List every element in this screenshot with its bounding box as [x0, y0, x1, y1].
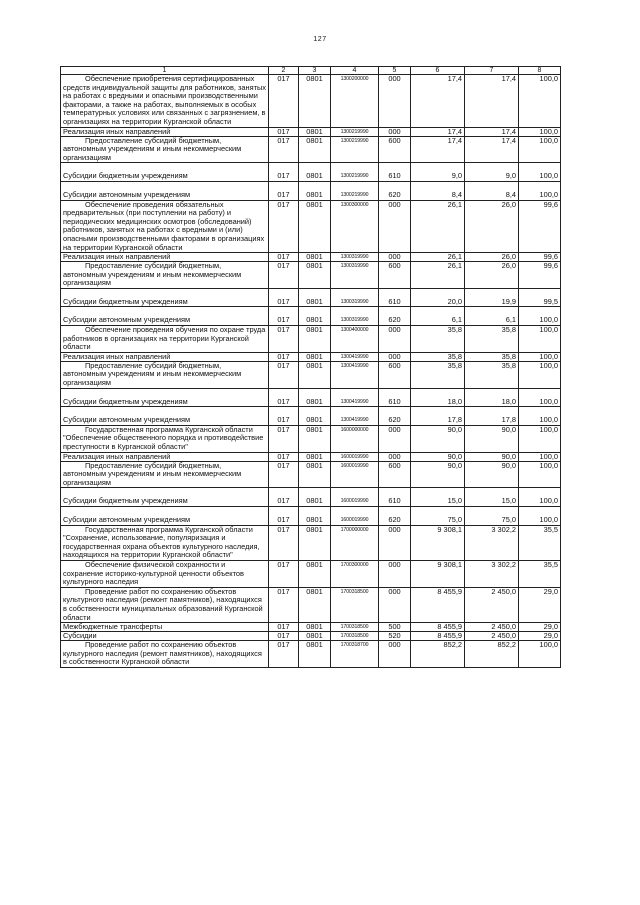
- chapter-code: 017: [269, 488, 299, 507]
- table-row: [61, 200, 561, 253]
- section-code: 0801: [299, 288, 331, 307]
- target-article-code: 1300219990: [331, 127, 379, 136]
- expense-type-code: 000: [379, 352, 411, 361]
- header-col-7: 7: [465, 67, 519, 75]
- section-code: 0801: [299, 127, 331, 136]
- header-col-1: 1: [61, 67, 269, 75]
- planned-amount: 26,1: [411, 253, 465, 262]
- execution-percent: 100,0: [519, 461, 561, 488]
- executed-amount: 852,2: [465, 641, 519, 668]
- planned-amount: 17,8: [411, 407, 465, 426]
- executed-amount: 3 302,2: [465, 560, 519, 587]
- section-code: 0801: [299, 641, 331, 668]
- execution-percent: 100,0: [519, 407, 561, 426]
- planned-amount: 35,8: [411, 361, 465, 388]
- execution-percent: 35,5: [519, 560, 561, 587]
- planned-amount: 26,1: [411, 262, 465, 289]
- execution-percent: 29,0: [519, 623, 561, 632]
- executed-amount: 15,0: [465, 488, 519, 507]
- expense-type-code: 600: [379, 136, 411, 163]
- execution-percent: 100,0: [519, 452, 561, 461]
- planned-amount: 8,4: [411, 181, 465, 200]
- section-code: 0801: [299, 352, 331, 361]
- section-code: 0801: [299, 506, 331, 525]
- row-name: Реализация иных направлений: [61, 452, 269, 461]
- execution-percent: 35,5: [519, 525, 561, 560]
- execution-percent: 100,0: [519, 326, 561, 353]
- header-col-3: 3: [299, 67, 331, 75]
- expense-type-code: 000: [379, 326, 411, 353]
- chapter-code: 017: [269, 136, 299, 163]
- executed-amount: 90,0: [465, 452, 519, 461]
- table-row: [61, 388, 561, 407]
- section-code: 0801: [299, 425, 331, 452]
- execution-percent: 99,6: [519, 200, 561, 253]
- target-article-code: 1700000000: [331, 525, 379, 560]
- target-article-code: 1300319990: [331, 253, 379, 262]
- row-name: Субсидии бюджетным учреждениям: [61, 288, 269, 307]
- section-code: 0801: [299, 361, 331, 388]
- row-name: Обеспечение проведения обучения по охране труда работников в организациях на территории Курганской области: [61, 326, 269, 353]
- chapter-code: 017: [269, 425, 299, 452]
- target-article-code: 1600000000: [331, 425, 379, 452]
- row-name: Субсидии автономным учреждениям: [61, 307, 269, 326]
- expense-type-code: 000: [379, 200, 411, 253]
- table-row: [61, 127, 561, 136]
- section-code: 0801: [299, 407, 331, 426]
- table-row: [61, 181, 561, 200]
- expense-type-code: 000: [379, 452, 411, 461]
- target-article-code: 1300400000: [331, 326, 379, 353]
- chapter-code: 017: [269, 461, 299, 488]
- chapter-code: 017: [269, 326, 299, 353]
- chapter-code: 017: [269, 75, 299, 128]
- chapter-code: 017: [269, 200, 299, 253]
- executed-amount: 26,0: [465, 200, 519, 253]
- target-article-code: 1300300000: [331, 200, 379, 253]
- chapter-code: 017: [269, 632, 299, 641]
- table-row: [61, 75, 561, 128]
- table-row: [61, 407, 561, 426]
- expense-type-code: 620: [379, 181, 411, 200]
- executed-amount: 26,0: [465, 253, 519, 262]
- chapter-code: 017: [269, 452, 299, 461]
- execution-percent: 100,0: [519, 352, 561, 361]
- executed-amount: 35,8: [465, 326, 519, 353]
- executed-amount: 90,0: [465, 461, 519, 488]
- row-name: Субсидии бюджетным учреждениям: [61, 163, 269, 182]
- planned-amount: 17,4: [411, 127, 465, 136]
- section-code: 0801: [299, 253, 331, 262]
- expense-type-code: 000: [379, 127, 411, 136]
- row-name: Предоставление субсидий бюджетным, автономным учреждениям и иным некоммерческим организациям: [61, 461, 269, 488]
- row-name: Субсидии бюджетным учреждениям: [61, 388, 269, 407]
- row-name: Субсидии автономным учреждениям: [61, 181, 269, 200]
- planned-amount: 17,4: [411, 75, 465, 128]
- execution-percent: 99,6: [519, 253, 561, 262]
- table-row: [61, 587, 561, 622]
- executed-amount: 35,8: [465, 352, 519, 361]
- planned-amount: 75,0: [411, 506, 465, 525]
- executed-amount: 17,4: [465, 127, 519, 136]
- executed-amount: 2 450,0: [465, 623, 519, 632]
- chapter-code: 017: [269, 623, 299, 632]
- expense-type-code: 000: [379, 587, 411, 622]
- planned-amount: 35,8: [411, 326, 465, 353]
- expense-type-code: 000: [379, 525, 411, 560]
- execution-percent: 100,0: [519, 388, 561, 407]
- execution-percent: 100,0: [519, 181, 561, 200]
- execution-percent: 100,0: [519, 75, 561, 128]
- chapter-code: 017: [269, 288, 299, 307]
- expense-type-code: 600: [379, 461, 411, 488]
- planned-amount: 18,0: [411, 388, 465, 407]
- table-row: [61, 136, 561, 163]
- row-name: Субсидии бюджетным учреждениям: [61, 488, 269, 507]
- expense-type-code: 610: [379, 388, 411, 407]
- chapter-code: 017: [269, 352, 299, 361]
- executed-amount: 3 302,2: [465, 525, 519, 560]
- row-name: Реализация иных направлений: [61, 127, 269, 136]
- section-code: 0801: [299, 136, 331, 163]
- row-name: Обеспечение проведения обязательных предварительных (при поступлении на работу) и периодических медицинских осмотров (обследований) работников, занятых на работах с вредными и (или) опасными производственными факторами в организациях на территории Курганской области: [61, 200, 269, 253]
- target-article-code: 1300419990: [331, 361, 379, 388]
- section-code: 0801: [299, 181, 331, 200]
- target-article-code: 1700318500: [331, 623, 379, 632]
- executed-amount: 19,9: [465, 288, 519, 307]
- table-row: [61, 288, 561, 307]
- target-article-code: 1600019990: [331, 488, 379, 507]
- planned-amount: 8 455,9: [411, 632, 465, 641]
- section-code: 0801: [299, 326, 331, 353]
- row-name: Субсидии автономным учреждениям: [61, 407, 269, 426]
- execution-percent: 29,0: [519, 632, 561, 641]
- execution-percent: 29,0: [519, 587, 561, 622]
- planned-amount: 90,0: [411, 425, 465, 452]
- section-code: 0801: [299, 200, 331, 253]
- expense-type-code: 610: [379, 288, 411, 307]
- executed-amount: 35,8: [465, 361, 519, 388]
- expense-type-code: 500: [379, 623, 411, 632]
- section-code: 0801: [299, 75, 331, 128]
- expense-type-code: 620: [379, 307, 411, 326]
- executed-amount: 8,4: [465, 181, 519, 200]
- expense-type-code: 000: [379, 641, 411, 668]
- chapter-code: 017: [269, 641, 299, 668]
- target-article-code: 1300219990: [331, 136, 379, 163]
- chapter-code: 017: [269, 163, 299, 182]
- executed-amount: 17,8: [465, 407, 519, 426]
- chapter-code: 017: [269, 253, 299, 262]
- row-name: Межбюджетные трансферты: [61, 623, 269, 632]
- target-article-code: 1300419990: [331, 407, 379, 426]
- target-article-code: 1700318500: [331, 632, 379, 641]
- target-article-code: 1300219990: [331, 181, 379, 200]
- table-row: [61, 525, 561, 560]
- header-col-8: 8: [519, 67, 561, 75]
- row-name: Государственная программа Курганской области "Сохранение, использование, популяризация и государственная охрана объектов культурного наследия, находящихся на территории Курганской области": [61, 525, 269, 560]
- expense-type-code: 000: [379, 253, 411, 262]
- planned-amount: 90,0: [411, 452, 465, 461]
- planned-amount: 20,0: [411, 288, 465, 307]
- target-article-code: 1600019990: [331, 506, 379, 525]
- expense-type-code: 620: [379, 506, 411, 525]
- chapter-code: 017: [269, 525, 299, 560]
- execution-percent: 100,0: [519, 641, 561, 668]
- executed-amount: 90,0: [465, 425, 519, 452]
- table-row: [61, 262, 561, 289]
- section-code: 0801: [299, 388, 331, 407]
- target-article-code: 1300419990: [331, 352, 379, 361]
- section-code: 0801: [299, 525, 331, 560]
- expense-type-code: 600: [379, 262, 411, 289]
- section-code: 0801: [299, 560, 331, 587]
- planned-amount: 9,0: [411, 163, 465, 182]
- table-row: [61, 452, 561, 461]
- header-col-4: 4: [331, 67, 379, 75]
- row-name: Субсидии: [61, 632, 269, 641]
- planned-amount: 15,0: [411, 488, 465, 507]
- execution-percent: 99,5: [519, 288, 561, 307]
- execution-percent: 100,0: [519, 163, 561, 182]
- executed-amount: 75,0: [465, 506, 519, 525]
- section-code: 0801: [299, 587, 331, 622]
- execution-percent: 100,0: [519, 425, 561, 452]
- page-number: 127: [313, 36, 327, 43]
- table-row: [61, 307, 561, 326]
- chapter-code: 017: [269, 361, 299, 388]
- table-row: [61, 326, 561, 353]
- table-row: [61, 361, 561, 388]
- expense-type-code: 000: [379, 560, 411, 587]
- chapter-code: 017: [269, 407, 299, 426]
- row-name: Предоставление субсидий бюджетным, автономным учреждениям и иным некоммерческим организациям: [61, 136, 269, 163]
- section-code: 0801: [299, 632, 331, 641]
- chapter-code: 017: [269, 127, 299, 136]
- row-name: Реализация иных направлений: [61, 352, 269, 361]
- section-code: 0801: [299, 307, 331, 326]
- executed-amount: 17,4: [465, 75, 519, 128]
- target-article-code: 1700300000: [331, 560, 379, 587]
- planned-amount: 9 308,1: [411, 560, 465, 587]
- table-row: [61, 461, 561, 488]
- table-row: [61, 425, 561, 452]
- expense-type-code: 520: [379, 632, 411, 641]
- execution-percent: 100,0: [519, 307, 561, 326]
- section-code: 0801: [299, 452, 331, 461]
- execution-percent: 100,0: [519, 488, 561, 507]
- executed-amount: 2 450,0: [465, 587, 519, 622]
- executed-amount: 18,0: [465, 388, 519, 407]
- section-code: 0801: [299, 163, 331, 182]
- table-row: [61, 352, 561, 361]
- chapter-code: 017: [269, 587, 299, 622]
- expense-type-code: 610: [379, 163, 411, 182]
- executed-amount: 6,1: [465, 307, 519, 326]
- target-article-code: 1300219990: [331, 163, 379, 182]
- target-article-code: 1300419990: [331, 388, 379, 407]
- planned-amount: 90,0: [411, 461, 465, 488]
- row-name: Государственная программа Курганской области "Обеспечение общественного порядка и противодействие преступности в Курганской области": [61, 425, 269, 452]
- target-article-code: 1600019990: [331, 461, 379, 488]
- planned-amount: 17,4: [411, 136, 465, 163]
- target-article-code: 1300319990: [331, 307, 379, 326]
- planned-amount: 6,1: [411, 307, 465, 326]
- target-article-code: 1600019990: [331, 452, 379, 461]
- expense-type-code: 600: [379, 361, 411, 388]
- chapter-code: 017: [269, 307, 299, 326]
- target-article-code: 1700318700: [331, 641, 379, 668]
- row-name: Обеспечение физической сохранности и сохранение историко-культурной ценности объектов культурного наследия: [61, 560, 269, 587]
- table-row: [61, 163, 561, 182]
- budget-table: [60, 66, 561, 668]
- executed-amount: 2 450,0: [465, 632, 519, 641]
- table-body: [61, 75, 561, 668]
- header-col-6: 6: [411, 67, 465, 75]
- section-code: 0801: [299, 262, 331, 289]
- planned-amount: 35,8: [411, 352, 465, 361]
- target-article-code: 1300319990: [331, 262, 379, 289]
- table-row: [61, 488, 561, 507]
- chapter-code: 017: [269, 560, 299, 587]
- table-row: [61, 641, 561, 668]
- execution-percent: 99,6: [519, 262, 561, 289]
- target-article-code: 1300319990: [331, 288, 379, 307]
- table-row: [61, 506, 561, 525]
- row-name: Предоставление субсидий бюджетным, автономным учреждениям и иным некоммерческим организациям: [61, 361, 269, 388]
- executed-amount: 17,4: [465, 136, 519, 163]
- chapter-code: 017: [269, 181, 299, 200]
- execution-percent: 100,0: [519, 127, 561, 136]
- executed-amount: 9,0: [465, 163, 519, 182]
- executed-amount: 26,0: [465, 262, 519, 289]
- execution-percent: 100,0: [519, 361, 561, 388]
- header-col-2: 2: [269, 67, 299, 75]
- row-name: Проведение работ по сохранению объектов культурного наследия (ремонт памятников), находящихся в собственности Курганской области: [61, 641, 269, 668]
- chapter-code: 017: [269, 506, 299, 525]
- expense-type-code: 610: [379, 488, 411, 507]
- expense-type-code: 000: [379, 425, 411, 452]
- target-article-code: 1300200000: [331, 75, 379, 128]
- row-name: Реализация иных направлений: [61, 253, 269, 262]
- chapter-code: 017: [269, 262, 299, 289]
- row-name: Предоставление субсидий бюджетным, автономным учреждениям и иным некоммерческим организациям: [61, 262, 269, 289]
- expense-type-code: 000: [379, 75, 411, 128]
- header-col-5: 5: [379, 67, 411, 75]
- section-code: 0801: [299, 488, 331, 507]
- target-article-code: 1700318500: [331, 587, 379, 622]
- section-code: 0801: [299, 623, 331, 632]
- chapter-code: 017: [269, 388, 299, 407]
- row-name: Субсидии автономным учреждениям: [61, 506, 269, 525]
- planned-amount: 852,2: [411, 641, 465, 668]
- section-code: 0801: [299, 461, 331, 488]
- execution-percent: 100,0: [519, 506, 561, 525]
- planned-amount: 9 308,1: [411, 525, 465, 560]
- planned-amount: 8 455,9: [411, 623, 465, 632]
- table-row: [61, 560, 561, 587]
- execution-percent: 100,0: [519, 136, 561, 163]
- row-name: Проведение работ по сохранению объектов культурного наследия (ремонт памятников), находящихся в собственности муниципальных образований Курганской области: [61, 587, 269, 622]
- planned-amount: 8 455,9: [411, 587, 465, 622]
- expense-type-code: 620: [379, 407, 411, 426]
- planned-amount: 26,1: [411, 200, 465, 253]
- row-name: Обеспечение приобретения сертифицированных средств индивидуальной защиты для работников, занятых на работах с вредными и опасными производственными факторами, а также на работах, выполняемых в особых температурных условиях или связанных с загрязнением, в организациях на территории Курганской области: [61, 75, 269, 128]
